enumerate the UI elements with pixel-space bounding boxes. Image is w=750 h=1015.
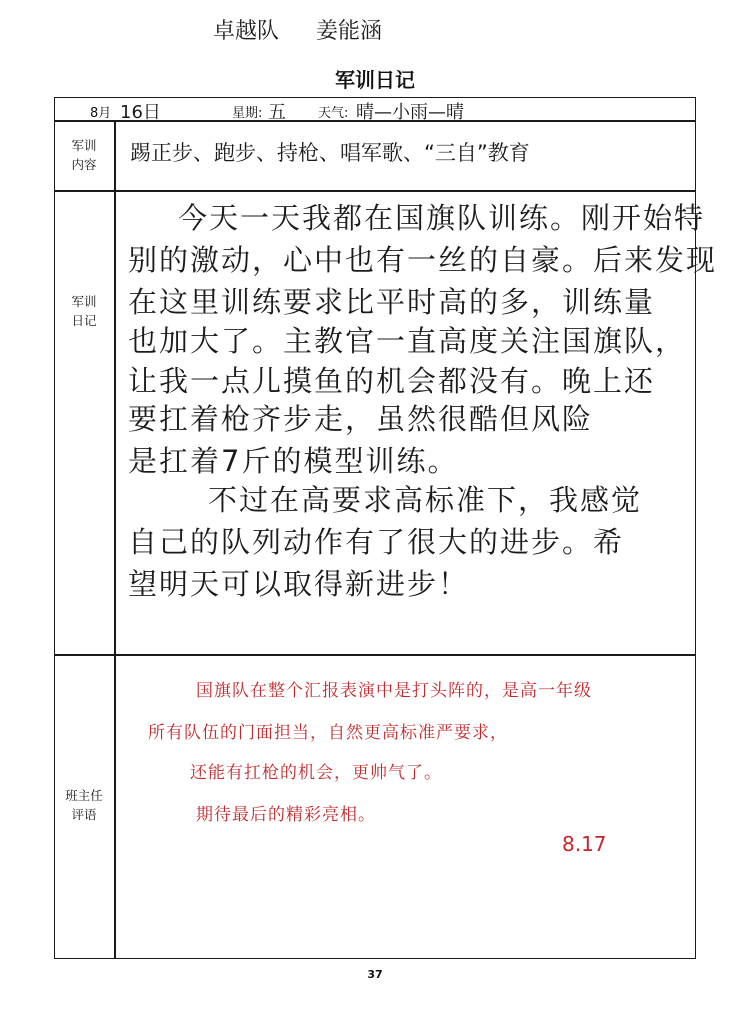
teacher-comment-label-line1: 班主任 — [65, 788, 103, 803]
diary-line: 别的激动，心中也有一丝的自豪。后来发现 — [128, 243, 718, 277]
date-day: 16日 — [120, 102, 161, 123]
diary-line: 是扛着7斤的模型训练。 — [128, 444, 459, 478]
diary-line: 自己的队列动作有了很大的进步。希 — [128, 525, 625, 559]
date-month: 8月 — [90, 106, 112, 121]
weather-label: 天气: — [318, 106, 349, 121]
diary-row-divider — [54, 654, 696, 656]
comment-line: 国旗队在整个汇报表演中是打头阵的，是高一年级 — [196, 681, 592, 701]
diary-label-line1: 军训 — [71, 294, 97, 309]
teacher-comment-label-line2: 评语 — [71, 807, 97, 822]
training-content-value: 踢正步、跑步、持枪、唱军歌、“三自”教育 — [130, 141, 530, 165]
weekday-value: 五 — [268, 102, 286, 123]
weather-value: 晴—小雨—晴 — [356, 102, 464, 123]
content-row-divider — [54, 190, 696, 192]
teacher-comment-label — [54, 786, 114, 824]
comment-line: 期待最后的精彩亮相。 — [196, 805, 376, 825]
diary-line: 不过在高要求高标准下，我感觉 — [208, 483, 643, 517]
diary-line: 也加大了。主教官一直高度关注国旗队， — [128, 324, 687, 358]
training-content-label-line2: 内容 — [71, 157, 97, 172]
page-number: 37 — [367, 968, 383, 981]
team-name: 卓越队 — [213, 19, 280, 44]
teacher-signature-date: 8.17 — [562, 832, 607, 856]
training-content-label — [54, 136, 114, 174]
diary-label-line2: 日记 — [71, 313, 97, 328]
label-column-divider — [114, 120, 116, 959]
training-content-label-line1: 军训 — [71, 138, 97, 153]
diary-line: 要扛着枪齐步走，虽然很酷但风险 — [128, 402, 594, 436]
comment-line: 所有队伍的门面担当，自然更高标准严要求， — [148, 723, 508, 743]
diary-line: 让我一点儿摸鱼的机会都没有。晚上还 — [128, 364, 656, 398]
diary-line: 望明天可以取得新进步！ — [128, 567, 470, 601]
page-title: 军训日记 — [335, 68, 415, 92]
diary-label — [54, 292, 114, 330]
student-name: 姜能涵 — [316, 19, 383, 44]
comment-line: 还能有扛枪的机会，更帅气了。 — [190, 763, 442, 783]
diary-line: 在这里训练要求比平时高的多，训练量 — [128, 285, 656, 319]
weekday-label: 星期: — [232, 106, 263, 121]
diary-line: 今天一天我都在国旗队训练。刚开始特 — [178, 201, 706, 235]
